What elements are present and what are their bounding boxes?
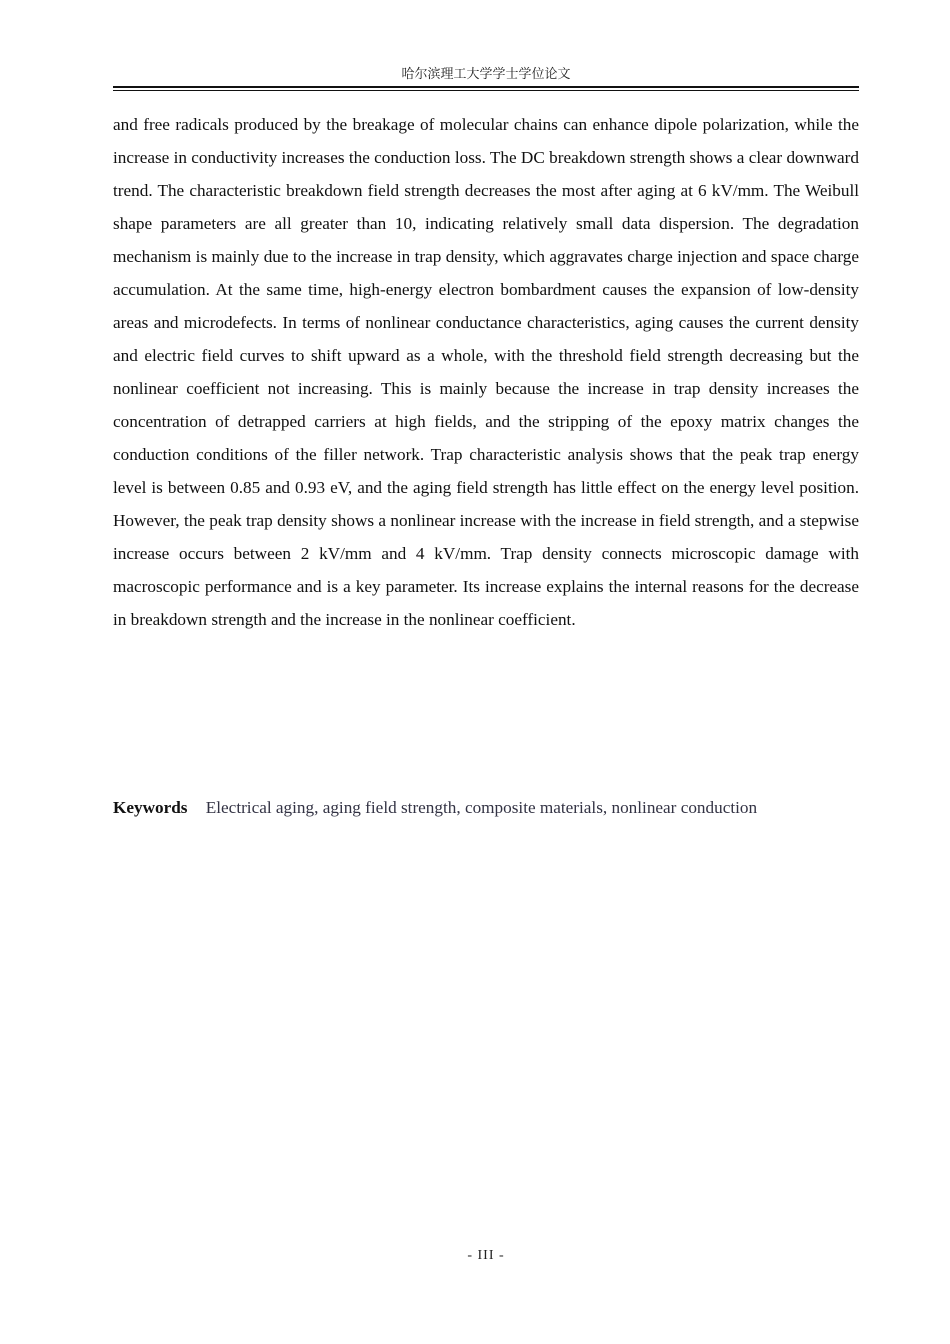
- keywords-label: Keywords: [113, 798, 188, 817]
- keyword-item: composite materials: [464, 798, 603, 817]
- header-rule-thin: [113, 90, 859, 91]
- keyword-item: Electrical aging: [205, 798, 315, 817]
- keyword-separator: ,: [314, 798, 319, 817]
- keyword-separator: ,: [456, 798, 461, 817]
- keywords-line: [113, 791, 893, 824]
- keyword-separator: ,: [602, 798, 608, 817]
- header-rule-thick: [113, 86, 859, 88]
- body-paragraph: and free radicals produced by the breakage of molecular chains can enhance dipole polarization, while the increase in conductivity increases the conduction loss. The DC breakdown strength shows a clear downward trend. The characteristic breakdown field strength decreases the most after aging at 6 kV/mm. The Weibull shape parameters are all greater than 10, indicating relatively small data dispersion. The degradation mechanism is mainly due to the increase in trap density, which aggravates charge injection and space charge accumulation. At the same time, high-energy electron bombardment causes the expansion of low-density areas and microdefects. In terms of nonlinear conductance characteristics, aging causes the current density and electric field curves to shift upward as a whole, with the threshold field strength decreasing but the nonlinear coefficient not increasing. This is mainly because the increase in trap density increases the concentration of detrapped carriers at high fields, and the stripping of the epoxy matrix changes the conduction conditions of the filler network. Trap characteristic analysis shows that the peak trap energy level is between 0.85 and 0.93 eV, and the aging field strength has little effect on the energy level position. However, the peak trap density shows a nonlinear increase with the increase in field strength, and a stepwise increase occurs between 2 kV/mm and 4 kV/mm. Trap density connects microscopic damage with macroscopic performance and is a key parameter. Its increase explains the internal reasons for the decrease in breakdown strength and the increase in the nonlinear coefficient.: [113, 115, 859, 629]
- page-number: - III -: [467, 1248, 505, 1263]
- keyword-item: nonlinear conduction: [611, 798, 758, 817]
- running-header-title: 哈尔滨理工大学学士学位论文: [401, 67, 571, 82]
- keyword-item: aging field strength: [322, 798, 457, 817]
